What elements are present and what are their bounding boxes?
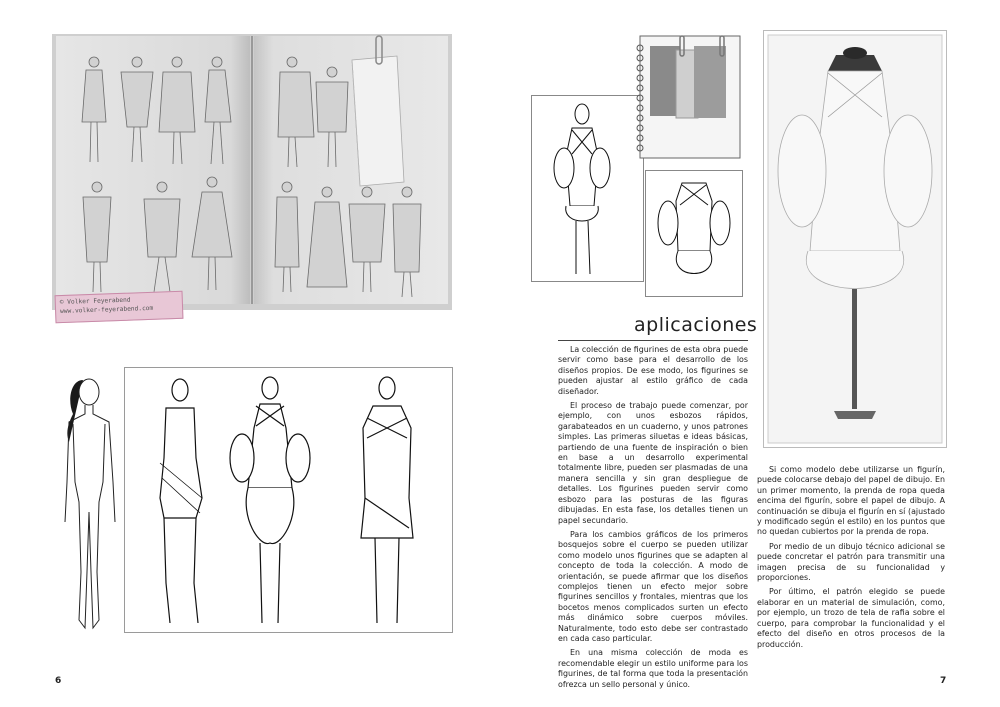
paragraph: Si como modelo debe utilizarse un figurín, puede colocarse debajo del papel de dibujo. En un primer momento, la prenda de ropa queda encima del figurín, sobre el papel de dibujo. A continuación se dibuja el figurín en sí (ajustado y modificado según el estilo) en los puntos que no quedan cubiertos por la prenda de ropa. (757, 465, 945, 537)
sketchbook-illustration (52, 32, 452, 310)
page-number-left: 6 (55, 676, 62, 686)
paragraph: Para los cambios gráficos de los primeros bosquejos sobre el cuerpo se pueden utilizar como modelo unos figurines que se adapten al concepto de toda la colección. A modo de orientación, se puede afirmar que los diseños complejos tienen un efecto mejor sobre figurines sencillos y frontales, mientras que los bocetos menos complicados surten un efecto más dinámico sobre cuerpos móviles. Naturalmente, todo esto debe ser contrastado en cada caso particular. (558, 529, 748, 643)
watermark-line-1: © Volker Feyerabend (59, 296, 131, 307)
paragraph: El proceso de trabajo puede comenzar, por ejemplo, con unos esbozos rápidos, garabateados en un cuaderno, y unos patrones simples. Las primeras siluetas e ideas básicas, partiendo de una fuente de inspiración o bien en base a un desarrollo experimental totalmente libre, pueden ser plasmadas de una manera sencilla y sin gran despliegue de detalles. Los figurines pueden servir como esbozo para las posturas de las figuras dibujadas. En esta fase, los detalles tienen un papel secundario. (558, 401, 748, 525)
paragraph: Por medio de un dibujo técnico adicional se puede concretar el patrón para transmitir una imagen precisa de su funcionalidad y proporciones. (757, 541, 945, 583)
figure-sketch-frame (531, 95, 644, 282)
paragraph: La colección de figurines de esta obra puede servir como base para el desarrollo de los diseños propios. De ese modo, los figurines se pueden ajustar al estilo gráfico de cada diseñador. (558, 345, 748, 396)
watermark-line-2: www.volker-feyerabend.com (60, 304, 154, 316)
heading-divider (558, 340, 748, 341)
paragraph: Por último, el patrón elegido se puede elaborar en un material de simulación, como, por ejemplo, un trozo de tela de rafia sobre el cuerpo, para comprobar la funcionalidad y el efecto del diseño en otros procesos de la producción. (757, 587, 945, 649)
paragraph: En una misma colección de moda es recomendable elegir un estilo uniforme para los figurines, de tal forma que toda la presentación ofrezca un sello personal y único. (558, 648, 748, 689)
technical-drawing-frame (645, 170, 743, 297)
body-column-right (757, 465, 945, 654)
copyright-watermark (55, 291, 184, 323)
page-number-right: 7 (940, 676, 947, 686)
croquis-figure-illustration (55, 372, 125, 634)
body-column-left (558, 345, 748, 694)
section-heading: aplicaciones (634, 314, 758, 336)
dress-sketches-panel (124, 367, 453, 633)
swatch-notebook-illustration (636, 32, 744, 162)
mannequin-photo (763, 30, 947, 448)
